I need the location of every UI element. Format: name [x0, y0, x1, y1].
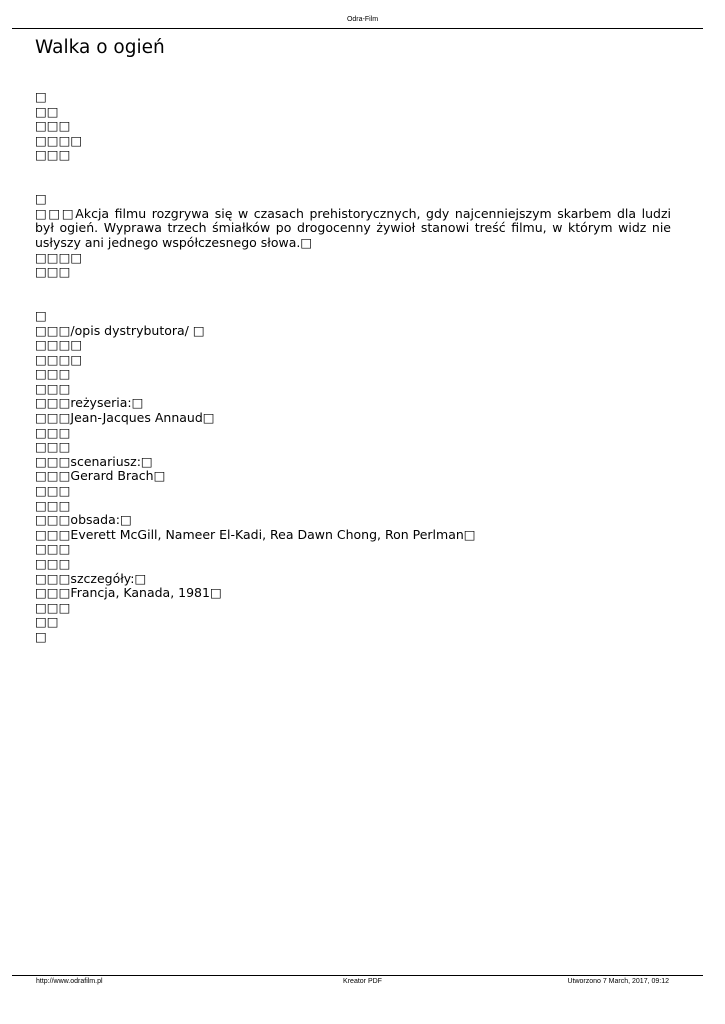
- screenplay-value: □□□Gerard Brach□: [35, 468, 166, 484]
- details-value: □□□Francja, Kanada, 1981□: [35, 585, 222, 601]
- text-line: □: [35, 89, 47, 104]
- text-line: □□□: [35, 599, 71, 615]
- header-divider: [12, 28, 703, 29]
- text-line: □□□□: [35, 132, 83, 148]
- distributor-note: □□□/opis dystrybutora/ □: [35, 322, 205, 338]
- text-line: □□□: [35, 556, 71, 571]
- text-line: □: [35, 307, 47, 323]
- footer-url-link[interactable]: http://www.odrafilm.pl: [36, 978, 103, 985]
- cast-value: □□□Everett McGill, Nameer El-Kadi, Rea Dawn Chong, Ron Perlman□: [35, 526, 476, 542]
- director-value: □□□Jean-Jacques Annaud□: [35, 410, 215, 426]
- credits-block: [35, 309, 671, 645]
- text-line: □□□□: [35, 249, 83, 265]
- page-header-site: Odra-Film: [346, 16, 379, 23]
- page-title: Walka o ogień: [35, 37, 165, 58]
- text-line: □□□: [35, 483, 71, 499]
- details-label: □□□szczegóły:□: [35, 570, 147, 586]
- text-line: □□□: [35, 541, 71, 557]
- cast-label: □□□obsada:□: [35, 512, 132, 528]
- text-line: □□□: [35, 424, 71, 440]
- footer-created-date: Utworzono 7 March, 2017, 09:12: [567, 978, 669, 985]
- spacer: [35, 294, 671, 309]
- screenplay-label: □□□scenariusz:□: [35, 453, 153, 469]
- film-description: □□□Akcja filmu rozgrywa się w czasach prehistorycznych, gdy najcenniejszym skarbem dla ludzi był ogień. Wyprawa trzech śmiałków po drogocenny żywioł stanowi treść filmu, w którym widz nie usłyszy ani jednego współczesnego słowa.□: [35, 205, 671, 250]
- footer-divider: [12, 975, 703, 976]
- text-line: □□□: [35, 497, 71, 513]
- line-group-a: [35, 90, 671, 163]
- article-body: [35, 90, 671, 645]
- text-line: □□□□: [35, 337, 83, 353]
- text-line: □□□: [35, 264, 71, 280]
- text-line: □□□: [35, 147, 71, 163]
- text-line: □: [35, 628, 47, 644]
- footer-generator: Kreator PDF: [343, 978, 382, 985]
- spacer: [35, 163, 671, 178]
- text-line: □□□□: [35, 351, 83, 367]
- text-line: □□: [35, 103, 59, 119]
- text-line: □□□: [35, 380, 71, 396]
- director-label: □□□reżyseria:□: [35, 395, 144, 411]
- text-line: □□□: [35, 439, 71, 455]
- text-line: □□□: [35, 366, 71, 382]
- spacer: [35, 178, 671, 193]
- text-line: □□□: [35, 118, 71, 134]
- text-line: □□: [35, 614, 59, 630]
- spacer: [35, 280, 671, 295]
- text-line: □: [35, 191, 47, 207]
